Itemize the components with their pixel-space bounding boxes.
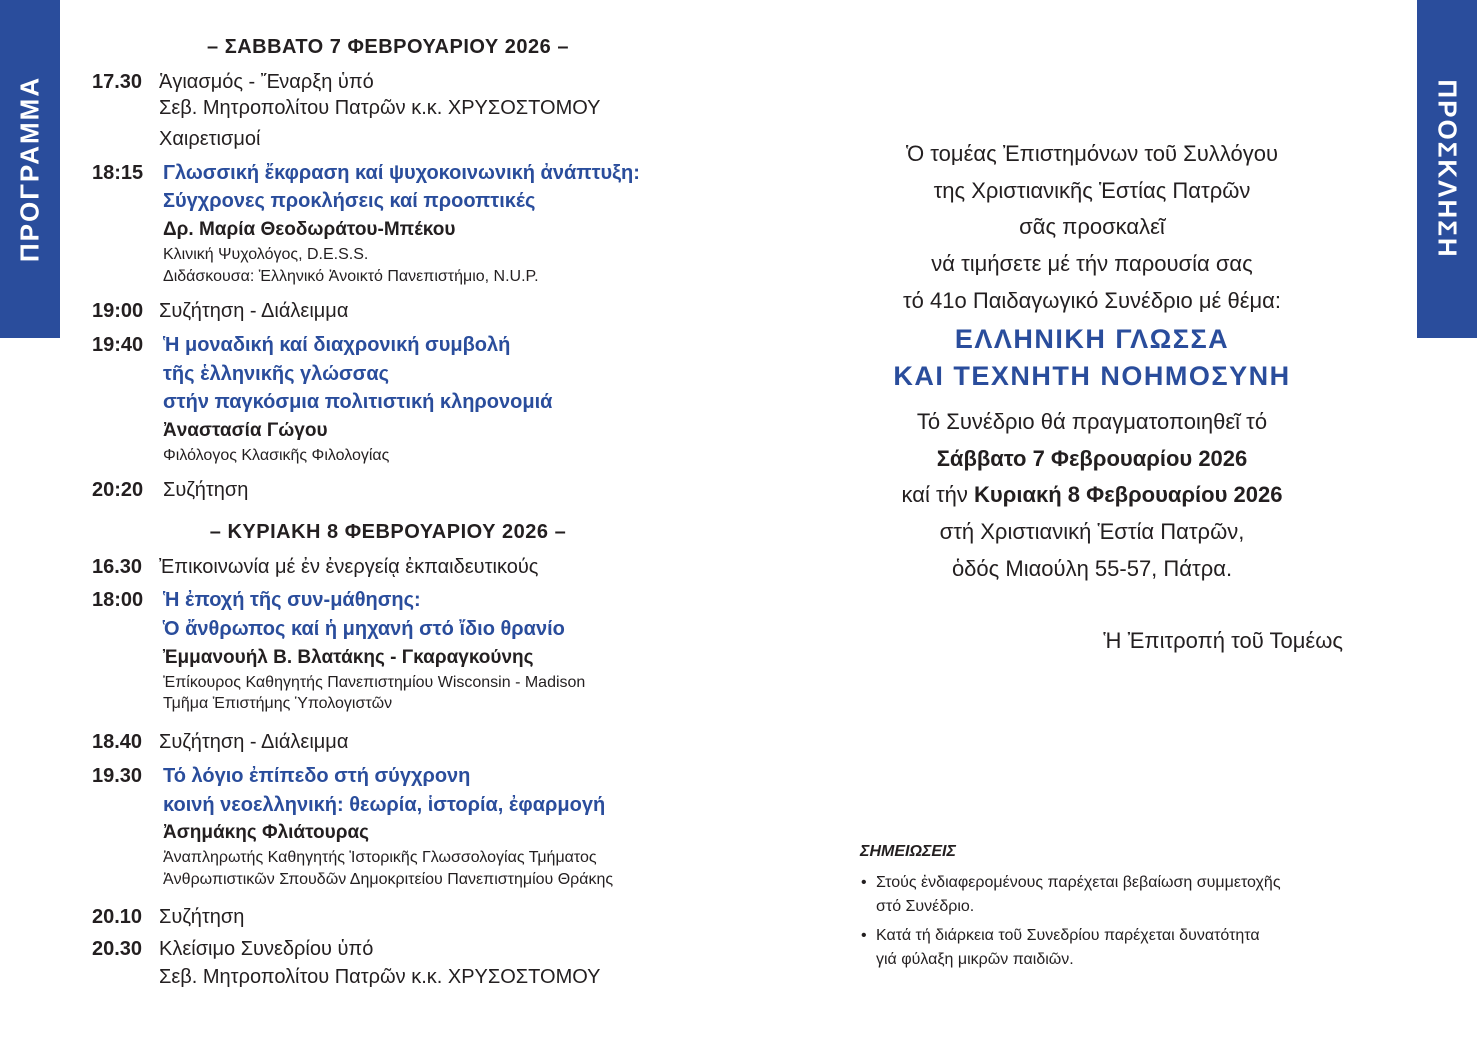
session-time: 19:00 <box>92 300 144 322</box>
invitation-line: νά τιμήσετε μέ τήν παρουσία σας <box>931 251 1253 276</box>
sidebar-tab-invitation <box>1417 0 1477 338</box>
speaker-role: Φιλόλογος Κλασικῆς Φιλολογίας <box>163 447 390 464</box>
sidebar-tab-program <box>0 0 60 338</box>
invitation-line: σᾶς προσκαλεῖ <box>1019 214 1165 239</box>
speaker-role: Τμῆμα Ἐπιστήμης Ὑπολογιστῶν <box>163 695 393 712</box>
talk-title: τῆς ἑλληνικῆς γλώσσας <box>163 363 390 385</box>
session-text: Συζήτηση - Διάλειμμα <box>159 731 349 753</box>
session-time: 18:15 <box>92 162 144 184</box>
invitation-line: Τό Συνέδριο θά πραγματοποιηθεῖ τό <box>916 409 1268 434</box>
session-text: Συζήτηση <box>159 906 245 928</box>
sidebar-label-program: ΠΡΟΓΡΑΜΜΑ <box>14 75 45 263</box>
speaker-role: Ἀναπληρωτής Καθηγητής Ἱστορικῆς Γλωσσολογίας Τμήματος <box>163 849 597 866</box>
conference-title: ΚΑΙ ΤΕΧΝΗΤΗ ΝΟΗΜΟΣΥΝΗ <box>893 361 1291 391</box>
notes-title: ΣΗΜΕΙΩΣΕΙΣ <box>860 843 956 860</box>
note-text: Κατά τή διάρκεια τοῦ Συνεδρίου παρέχεται δυνατότητα <box>876 927 1260 944</box>
session-time: 20.30 <box>92 938 143 960</box>
speaker-role: Διδάσκουσα: Ἑλληνικό Ἀνοικτό Πανεπιστήμιο, N.U.P. <box>163 268 539 285</box>
note-item <box>861 924 1260 972</box>
session-time: 18.40 <box>92 731 143 753</box>
bullet-icon: • <box>861 927 867 944</box>
talk-title: Ὁ ἄνθρωπος καί ἡ μηχανή στό ἴδιο θρανίο <box>163 618 565 640</box>
invitation-line: της Χριστιανικῆς Ἑστίας Πατρῶν <box>933 178 1251 203</box>
signature: Ἡ Ἐπιτροπή τοῦ Τομέως <box>1103 628 1343 653</box>
conference-date: Κυριακή 8 Φεβρουαρίου 2026 <box>974 482 1283 507</box>
day1-heading: – ΣΑΒΒΑΤΟ 7 ΦΕΒΡΟΥΑΡΙΟΥ 2026 – <box>207 36 569 58</box>
invitation-line: τό 41ο Παιδαγωγικό Συνέδριο μέ θέμα: <box>902 288 1282 313</box>
day2-heading: – ΚΥΡΙΑΚΗ 8 ΦΕΒΡΟΥΑΡΙΟΥ 2026 – <box>209 521 567 543</box>
sidebar-label-invitation: ΠΡΟΣΚΛΗΣΗ <box>1432 79 1463 259</box>
speaker-role: Ἐπίκουρος Καθηγητής Πανεπιστημίου Wisconsin - Madison <box>163 674 586 691</box>
session-text: Ἐπικοινωνία μέ ἐν ἐνεργείᾳ ἐκπαιδευτικούς <box>159 556 539 578</box>
session-text: Κλείσιμο Συνεδρίου ὑπό <box>159 938 374 960</box>
invitation-line: στή Χριστιανική Ἑστία Πατρῶν, <box>939 519 1245 544</box>
talk-title: Σύγχρονες προκλήσεις καί προοπτικές <box>163 190 536 212</box>
session-text: Χαιρετισμοί <box>159 128 261 150</box>
talk-title: στήν παγκόσμια πολιτιστική κληρονομιά <box>163 391 553 413</box>
session-time: 20.10 <box>92 906 143 928</box>
invitation-text: καί τήν <box>901 482 968 507</box>
speaker-name: Ἐμμανουήλ Β. Βλατάκης - Γκαραγκούνης <box>163 647 534 668</box>
session-text: Σεβ. Μητροπολίτου Πατρῶν κ.κ. ΧΡΥΣΟΣΤΟΜΟΥ <box>159 97 601 119</box>
conference-title: ΕΛΛΗΝΙΚΗ ΓΛΩΣΣΑ <box>954 324 1230 354</box>
speaker-role: Ἀνθρωπιστικῶν Σπουδῶν Δημοκριτείου Πανεπιστημίου Θράκης <box>163 871 614 888</box>
speaker-role: Κλινική Ψυχολόγος, D.E.S.S. <box>163 246 369 263</box>
speaker-name: Δρ. Μαρία Θεοδωράτου-Μπέκου <box>163 219 456 240</box>
session-time: 19.30 <box>92 765 143 787</box>
invitation-line <box>842 481 1342 509</box>
session-text: Σεβ. Μητροπολίτου Πατρῶν κ.κ. ΧΡΥΣΟΣΤΟΜΟΥ <box>159 966 601 988</box>
session-text: Συζήτηση <box>163 479 249 501</box>
invitation-line: Ὁ τομέας Ἐπιστημόνων τοῦ Συλλόγου <box>906 141 1278 166</box>
note-item <box>861 871 1281 919</box>
session-time: 16.30 <box>92 556 143 578</box>
talk-title: Γλωσσική ἔκφραση καί ψυχοκοινωνική ἀνάπτυξη: <box>163 162 640 184</box>
session-time: 19:40 <box>92 334 144 356</box>
note-text: στό Συνέδριο. <box>876 898 975 915</box>
talk-title: κοινή νεοελληνική: θεωρία, ἱστορία, ἐφαρμογή <box>163 794 606 816</box>
session-time: 17.30 <box>92 71 143 93</box>
talk-title: Ἡ ἐποχή τῆς συν-μάθησης: <box>163 589 421 611</box>
talk-title: Ἡ μοναδική καί διαχρονική συμβολή <box>163 334 511 356</box>
session-time: 18:00 <box>92 589 144 611</box>
note-text: γιά φύλαξη μικρῶν παιδιῶν. <box>876 951 1074 968</box>
conference-date: Σάββατο 7 Φεβρουαρίου 2026 <box>936 446 1248 471</box>
bullet-icon: • <box>861 874 867 891</box>
invitation-line: ὁδός Μιαούλη 55-57, Πάτρα. <box>951 556 1233 581</box>
speaker-name: Ἀναστασία Γώγου <box>163 420 328 441</box>
speaker-name: Ἀσημάκης Φλιάτουρας <box>163 822 370 843</box>
note-text: Στούς ἐνδιαφερομένους παρέχεται βεβαίωση συμμετοχῆς <box>876 874 1281 891</box>
session-time: 20:20 <box>92 479 144 501</box>
session-text: Συζήτηση - Διάλειμμα <box>159 300 349 322</box>
session-text: Ἁγιασμός - Ἔναρξη ὑπό <box>159 71 374 93</box>
talk-title: Τό λόγιο ἐπίπεδο στή σύγχρονη <box>163 765 471 787</box>
